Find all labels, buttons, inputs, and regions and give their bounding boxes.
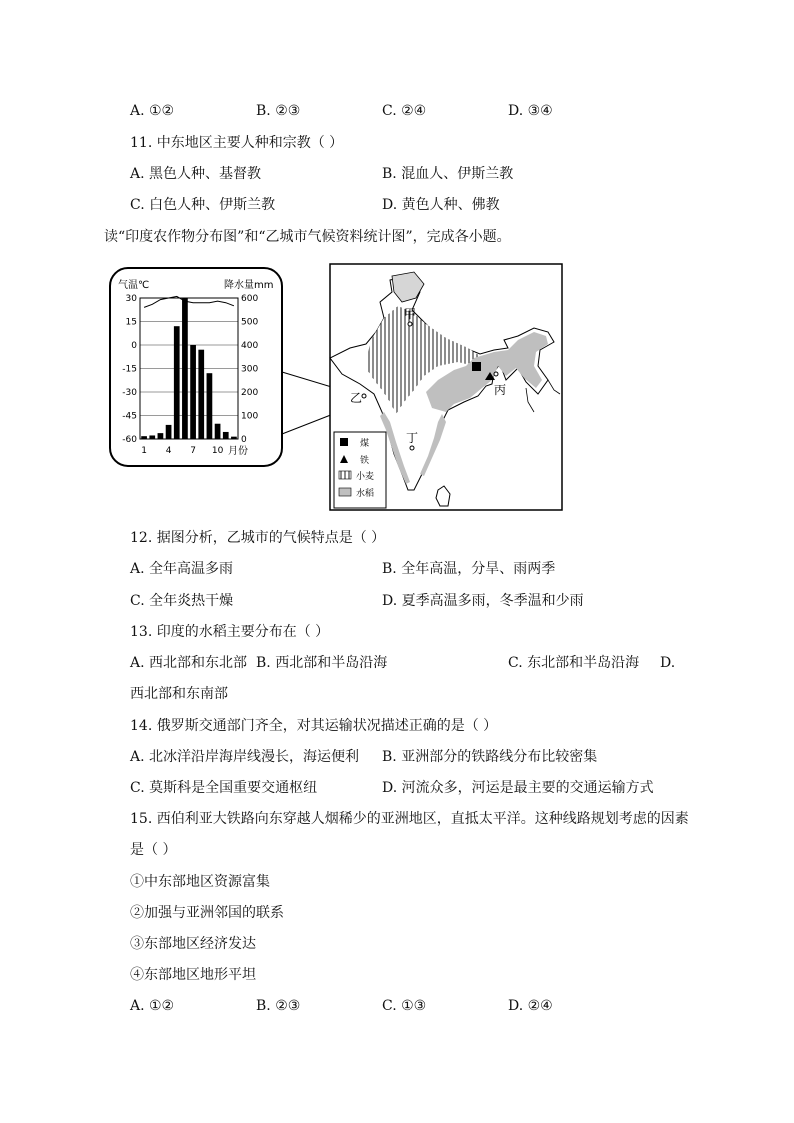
city-ding-label: 丁 — [406, 431, 419, 445]
legend-coal-symbol — [340, 438, 348, 446]
right-tick-label: 500 — [241, 317, 259, 328]
q13-option-d: D. — [660, 655, 676, 671]
q15-option-a: A. ①② — [130, 998, 175, 1014]
x-tick-label: 7 — [190, 446, 196, 456]
precipitation-bar — [182, 298, 188, 439]
q15-option-d: D. ②④ — [508, 998, 553, 1014]
city-bing-marker — [494, 372, 498, 376]
left-tick-label: -45 — [122, 411, 137, 422]
left-tick-label: -30 — [122, 388, 137, 398]
precipitation-bar — [215, 424, 221, 439]
precipitation-bar — [166, 425, 172, 439]
right-tick-label: 600 — [241, 294, 259, 304]
legend-coal-label: 煤 — [360, 439, 370, 449]
coal-marker — [472, 362, 481, 371]
city-bing-label: 丙 — [494, 383, 507, 397]
q12-option-a: A. 全年高温多雨 — [130, 561, 234, 577]
right-tick-label: 0 — [241, 435, 247, 445]
q15-item-4: ④东部地区地形平坦 — [130, 967, 256, 983]
q14-option-d: D. 河流众多，河运是最主要的交通运输方式 — [382, 780, 654, 796]
figure-area — [108, 262, 566, 512]
q14-option-a: A. 北冰洋沿岸海岸线漫长，海运便利 — [130, 749, 360, 765]
x-tick-label: 1 — [141, 446, 147, 456]
q11-option-a: A. 黑色人种、基督教 — [130, 166, 262, 182]
left-tick-label: 0 — [131, 341, 137, 351]
precipitation-bar — [190, 345, 196, 439]
precipitation-bar — [158, 433, 164, 439]
reading-intro: 读“印度农作物分布图”和“乙城市气候资料统计图”，完成各小题。 — [104, 229, 511, 245]
q14-option-c: C. 莫斯科是全国重要交通枢纽 — [130, 780, 318, 796]
precipitation-bar — [231, 437, 237, 439]
q14-stem: 14. 俄罗斯交通部门齐全，对其运输状况描述正确的是（ ） — [130, 718, 498, 734]
q13-option-c: C. 东北部和半岛沿海 — [508, 655, 640, 671]
q11-option-c: C. 白色人种、伊斯兰教 — [130, 197, 276, 213]
x-tick-label: 10 — [211, 446, 224, 456]
x-axis-unit: 月份 — [228, 446, 248, 457]
legend-rice-symbol — [339, 488, 351, 496]
q14-option-b: B. 亚洲部分的铁路线分布比较密集 — [382, 749, 598, 765]
figure-svg — [108, 262, 566, 512]
q12-option-b: B. 全年高温，分旱、雨两季 — [382, 561, 556, 577]
right-axis-title: 降水量mm — [224, 280, 274, 291]
left-tick-label: 30 — [125, 294, 137, 304]
left-tick-label: -60 — [122, 435, 137, 445]
precipitation-bar — [223, 432, 229, 439]
q13-stem: 13. 印度的水稻主要分布在（ ） — [130, 624, 330, 640]
city-jia-marker — [408, 322, 412, 326]
city-ding-marker — [410, 446, 414, 450]
left-axis-title: 气温℃ — [118, 280, 150, 291]
right-tick-label: 400 — [241, 341, 259, 351]
right-tick-label: 200 — [241, 388, 259, 398]
q12-option-c: C. 全年炎热干燥 — [130, 593, 234, 609]
q15-item-1: ①中东部地区资源富集 — [130, 874, 270, 890]
q10-option-d: D. ③④ — [508, 103, 553, 119]
right-tick-label: 100 — [241, 411, 259, 422]
precipitation-bar — [198, 350, 204, 439]
legend-wheat-label: 小麦 — [356, 472, 375, 482]
q13-option-b: B. 西北部和半岛沿海 — [256, 655, 388, 671]
q15-stem: 15. 西伯利亚大铁路向东穿越人烟稀少的亚洲地区，直抵太平洋。这种线路规划考虑的因素 — [130, 811, 689, 827]
precipitation-bar — [149, 435, 155, 439]
city-jia-label: 甲 — [404, 307, 417, 321]
precipitation-bar — [141, 436, 147, 439]
right-tick-label: 300 — [241, 364, 259, 375]
q11-stem: 11. 中东地区主要人种和宗教（ ） — [130, 135, 344, 151]
q11-option-d: D. 黄色人种、佛教 — [382, 197, 500, 213]
legend-iron-label: 铁 — [360, 456, 370, 466]
q10-option-c: C. ②④ — [382, 103, 427, 119]
q10-option-b: B. ②③ — [256, 103, 301, 119]
q15-stem-wrap: 是（ ） — [130, 842, 177, 858]
legend-wheat-symbol — [339, 471, 351, 479]
q13-option-a: A. 西北部和东北部 — [130, 655, 248, 671]
q15-option-c: C. ①③ — [382, 998, 427, 1014]
q15-option-b: B. ②③ — [256, 998, 301, 1014]
q10-option-a: A. ①② — [130, 103, 175, 119]
q15-item-2: ②加强与亚洲邻国的联系 — [130, 905, 284, 921]
legend-rice-label: 水稻 — [356, 489, 375, 499]
city-yi-marker — [362, 394, 366, 398]
left-tick-label: -15 — [122, 364, 137, 375]
q13-option-d-text: 西北部和东南部 — [130, 686, 228, 702]
left-tick-label: 15 — [125, 317, 137, 328]
q12-option-d: D. 夏季高温多雨，冬季温和少雨 — [382, 593, 584, 609]
precipitation-bar — [174, 326, 180, 439]
precipitation-bar — [207, 373, 213, 439]
q12-stem: 12. 据图分析，乙城市的气候特点是（ ） — [130, 530, 386, 546]
q11-option-b: B. 混血人、伊斯兰教 — [382, 166, 514, 182]
x-tick-label: 4 — [165, 446, 172, 456]
q15-item-3: ③东部地区经济发达 — [130, 936, 256, 952]
city-yi-label: 乙 — [350, 391, 363, 405]
